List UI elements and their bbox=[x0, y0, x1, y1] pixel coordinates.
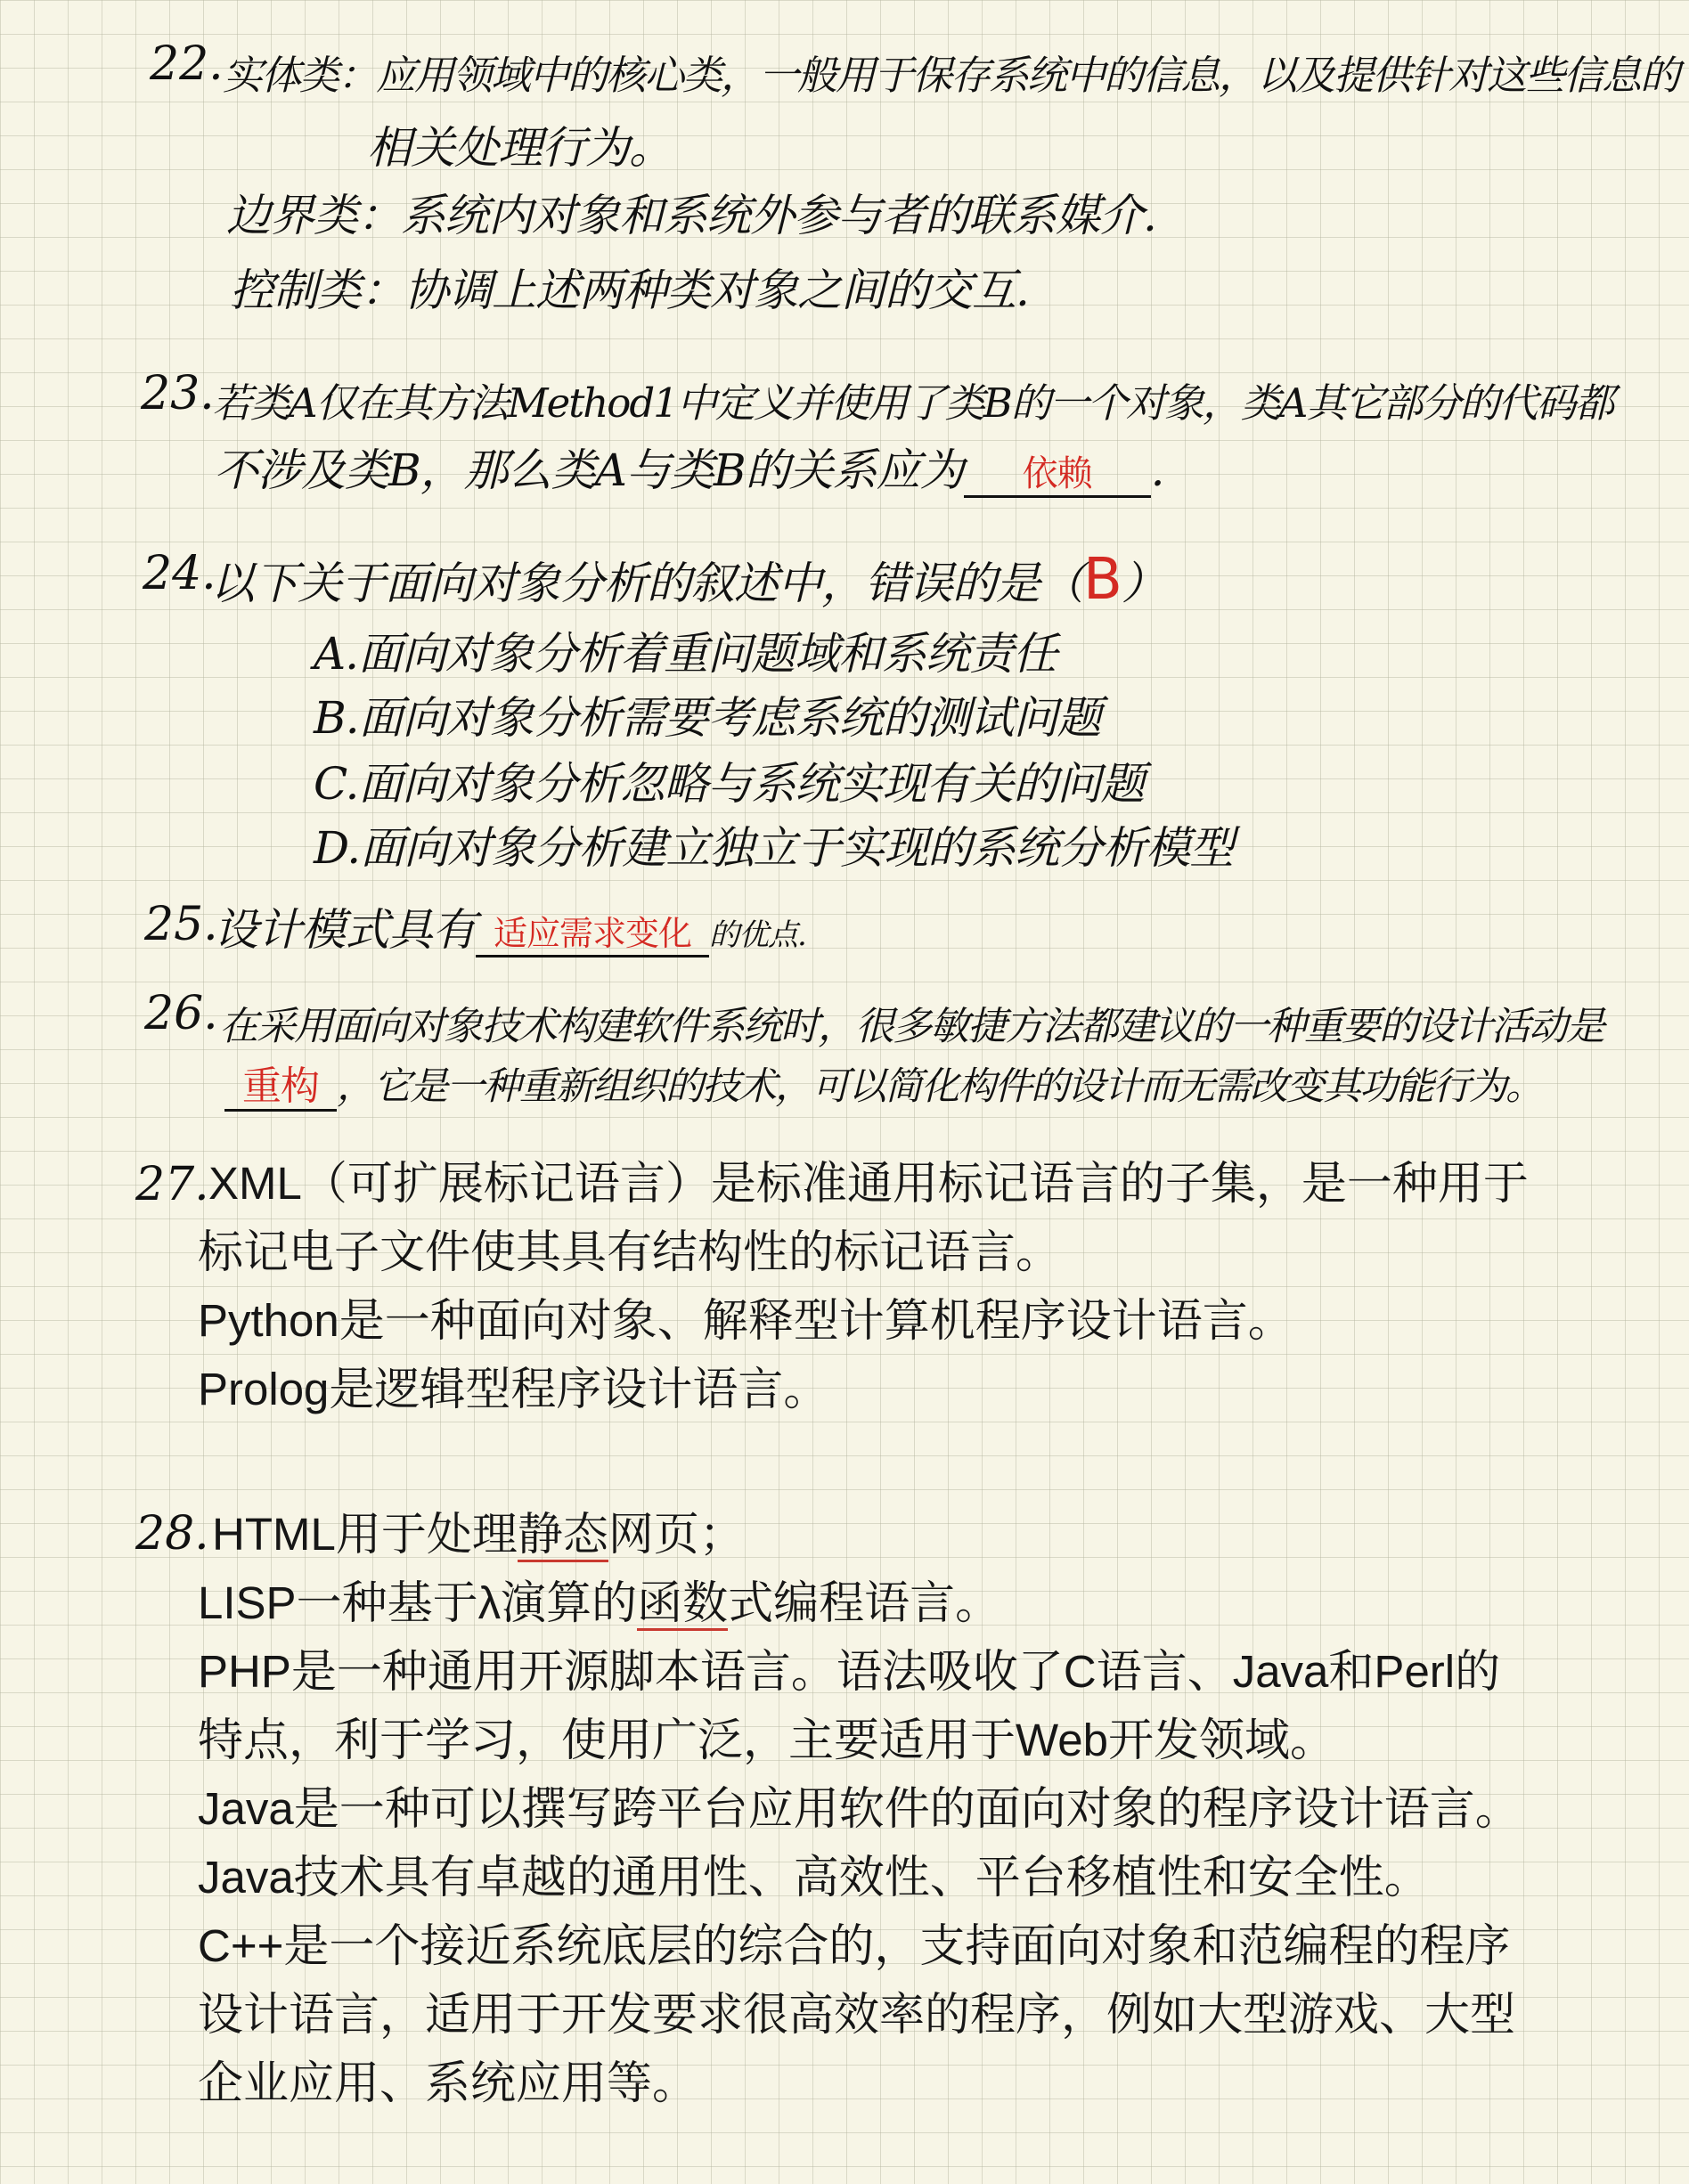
q22-line2: 相关处理行为。 bbox=[367, 122, 673, 174]
q24-stem-end: ） bbox=[1121, 558, 1165, 609]
q22-number: 22. bbox=[150, 37, 224, 91]
q28-line2-end: 式编程语言。 bbox=[728, 1577, 1001, 1628]
q24-stem bbox=[210, 547, 1165, 613]
q26-line2-text: ，它是一种重新组织的技术，可以简化构件的设计而无需改变其功能行为。 bbox=[337, 1064, 1542, 1109]
q27-line2: 标记电子文件使其具有结构性的标记语言。 bbox=[198, 1226, 1062, 1277]
q28-line9: 企业应用、系统应用等。 bbox=[198, 2058, 698, 2108]
q24-option-c: C.面向对象分析忽略与系统实现有关的问题 bbox=[314, 758, 1145, 810]
q27-line1: XML（可扩展标记语言）是标准通用标记语言的子集，是一种用于 bbox=[208, 1158, 1529, 1209]
q27-line3: Python是一种面向对象、解释型计算机程序设计语言。 bbox=[198, 1295, 1293, 1346]
q24-answer: B bbox=[1083, 547, 1122, 613]
q28-line1-end: 网页； bbox=[608, 1509, 745, 1560]
q25-answer-blank bbox=[476, 906, 709, 958]
q26-number: 26. bbox=[144, 987, 218, 1040]
q22-line4: 控制类：协调上述两种类对象之间的交互. bbox=[230, 265, 1029, 316]
q24-option-d: D.面向对象分析建立独立于实现的系统分析模型 bbox=[314, 822, 1234, 874]
q23-line2-end: . bbox=[1150, 444, 1164, 496]
q25-answer: 适应需求变化 bbox=[493, 914, 691, 953]
q23-line2-text: 不涉及类B，那么类A与类B的关系应为 bbox=[214, 444, 964, 496]
q23-line2 bbox=[214, 435, 1164, 499]
q27-line4: Prolog是逻辑型程序设计语言。 bbox=[198, 1364, 829, 1414]
q26-answer: 重构 bbox=[242, 1063, 319, 1109]
q28-line3: PHP是一种通用开源脚本语言。语法吸收了C语言、Java和Perl的 bbox=[198, 1646, 1501, 1697]
q23-answer: 依赖 bbox=[1022, 453, 1092, 494]
q26-answer-blank bbox=[224, 1060, 337, 1112]
q22-line3: 边界类：系统内对象和系统外参与者的联系媒介. bbox=[226, 190, 1156, 241]
q28-line2 bbox=[198, 1569, 1000, 1637]
q23-line1: 若类A仅在其方法Method1中定义并使用了类B的一个对象，类A其它部分的代码都 bbox=[212, 379, 1613, 427]
q28-line1 bbox=[212, 1500, 745, 1569]
q24-option-a: A.面向对象分析着重问题域和系统责任 bbox=[314, 628, 1057, 680]
q28-underlined-static: 静态 bbox=[518, 1509, 608, 1562]
q28-line2-text: LISP一种基于λ演算的 bbox=[198, 1577, 638, 1628]
q28-number: 28. bbox=[135, 1507, 209, 1561]
q25-line bbox=[214, 894, 806, 958]
q24-stem-text: 以下关于面向对象分析的叙述中，错误的是（ bbox=[210, 558, 1083, 609]
q28-line4: 特点，利于学习，使用广泛，主要适用于Web开发领域。 bbox=[198, 1715, 1335, 1765]
q23-answer-blank bbox=[964, 446, 1151, 498]
q27-number: 27. bbox=[135, 1158, 209, 1211]
q24-option-b: B.面向对象分析需要考虑系统的测试问题 bbox=[314, 692, 1101, 744]
q28-line7: C++是一个接近系统底层的综合的，支持面向对象和范编程的程序 bbox=[198, 1920, 1511, 1971]
q23-number: 23. bbox=[141, 367, 215, 420]
q28-line5: Java是一种可以撰写跨平台应用软件的面向对象的程序设计语言。 bbox=[198, 1783, 1521, 1834]
q24-number: 24. bbox=[143, 547, 216, 600]
q28-line6: Java技术具有卓越的通用性、高效性、平台移植性和安全性。 bbox=[198, 1852, 1430, 1903]
q25-text-end: 的优点. bbox=[709, 917, 806, 953]
q28-underlined-function: 函数 bbox=[637, 1577, 728, 1631]
q26-line1: 在采用面向对象技术构建软件系统时，很多敏捷方法都建议的一种重要的设计活动是 bbox=[219, 1004, 1603, 1049]
q22-line1: 实体类：应用领域中的核心类，一般用于保存系统中的信息，以及提供针对这些信息的 bbox=[223, 52, 1679, 99]
q26-line2 bbox=[224, 1056, 1542, 1112]
q28-line8: 设计语言，适用于开发要求很高效率的程序，例如大型游戏、大型 bbox=[198, 1989, 1516, 2040]
q25-number: 25. bbox=[144, 898, 218, 951]
q25-text: 设计模式具有 bbox=[214, 904, 476, 956]
q28-line1-text: HTML用于处理 bbox=[212, 1509, 518, 1560]
